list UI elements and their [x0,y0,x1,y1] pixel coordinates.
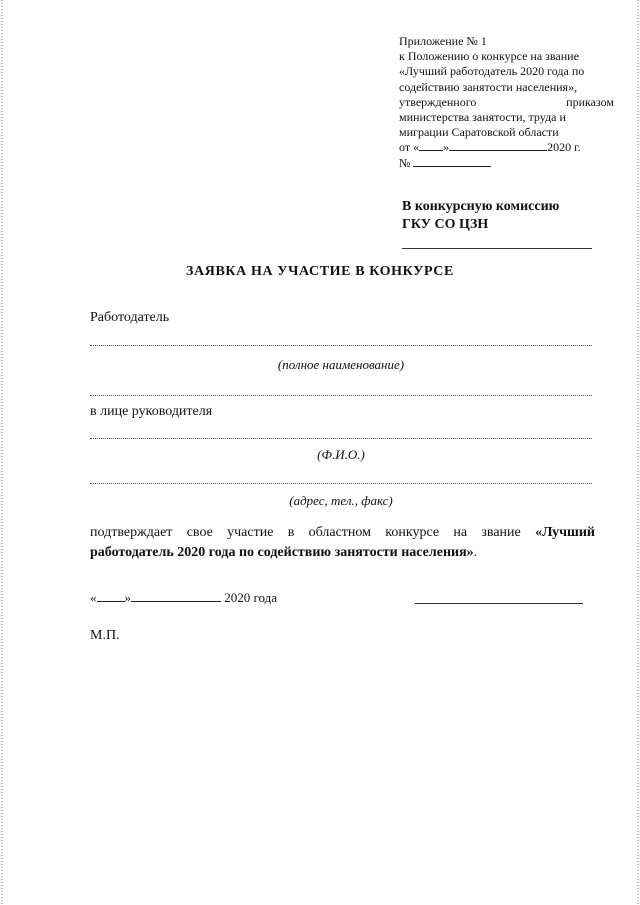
commission-line-2: ГКУ СО ЦЗН [402,217,489,232]
document-title: ЗАЯВКА НА УЧАСТИЕ В КОНКУРСЕ [186,264,454,279]
date-month-blank[interactable] [131,591,221,602]
appendix-number-blank [413,156,491,167]
employer-name-line[interactable] [90,345,592,346]
appendix-line-3: «Лучший работодатель 2020 года по [399,64,585,79]
confirmation-end: . [473,545,478,560]
full-name-caption: (полное наименование) [277,357,405,372]
commission-line-1: В конкурсную комиссию [402,199,560,214]
confirmation-paragraph [90,523,595,563]
appendix-line-7: миграции Саратовской области [399,125,559,140]
date-close-quote: » [124,590,131,605]
stamp-label: М.П. [90,628,120,643]
signature-line[interactable] [415,603,583,604]
appendix-line-5-left: утвержденного [399,94,477,109]
appendix-date-prefix: от « [399,140,420,155]
address-line[interactable] [90,483,592,484]
appendix-date-suffix: 2020 г. [547,140,581,155]
confirmation-text: подтверждает свое участие в областном конкурсе на звание [90,525,536,540]
commission-block [402,198,602,234]
appendix-date-line [399,140,614,155]
appendix-line-4: содействию занятости населения», [399,79,578,94]
contest-name: «Лучший работодатель 2020 года по содействию занятости населения» [90,525,595,560]
appendix-number-line [399,156,614,171]
commission-underline [402,248,592,249]
employer-name-line-2[interactable] [90,395,592,396]
date-year: 2020 года [224,590,278,605]
appendix-line-6: министерства занятости, труда и [399,110,566,125]
head-name-line[interactable] [90,438,592,439]
date-day-blank[interactable] [97,591,125,602]
head-label: в лице руководителя [90,404,213,419]
appendix-line-1: Приложение № 1 [399,34,487,48]
date-open-quote: « [90,590,97,605]
appendix-day-blank [419,140,443,151]
appendix-date-mid: » [443,140,450,155]
appendix-month-blank [449,140,547,151]
appendix-block [399,34,614,171]
fio-caption: (Ф.И.О.) [317,447,365,462]
address-caption: (адрес, тел., факс) [289,493,393,508]
scan-edge-left [1,0,3,905]
appendix-line-2: к Положению о конкурсе на звание [399,49,579,64]
appendix-line-5 [399,95,614,110]
employer-label: Работодатель [90,310,170,325]
signature-date-line [90,590,277,606]
scan-edge-right [637,0,639,905]
appendix-number-prefix: № [399,155,411,170]
appendix-line-5-right: приказом [566,94,614,109]
